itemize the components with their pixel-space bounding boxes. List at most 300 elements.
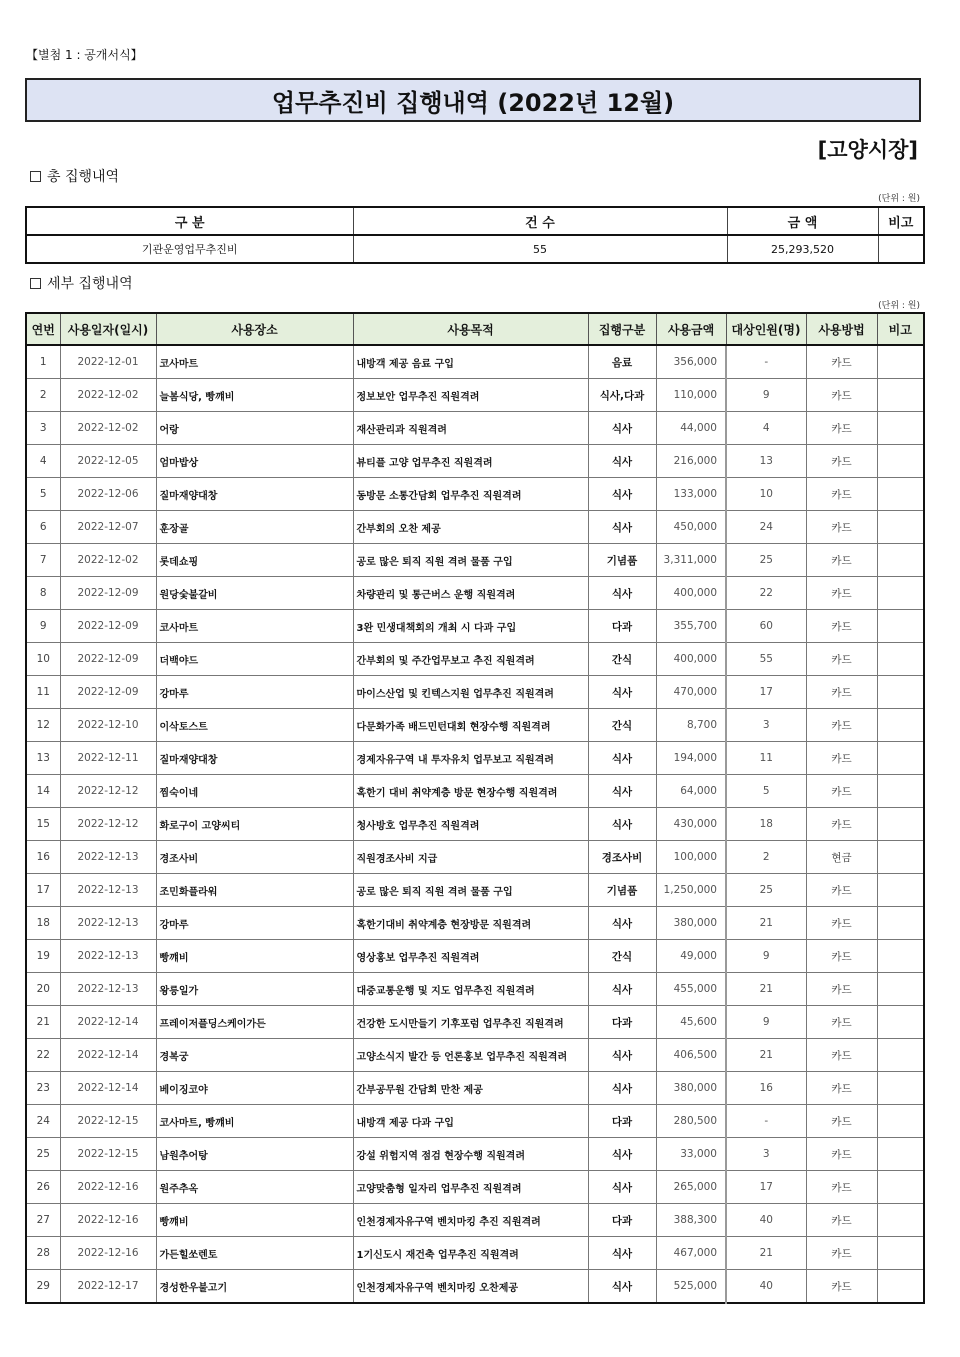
row-note [877,1237,924,1270]
row-place: 롯데쇼핑 [156,544,353,577]
row-date: 2022-12-14 [60,1072,156,1105]
row-date: 2022-12-13 [60,940,156,973]
title-banner [25,78,921,122]
row-purpose: 내방객 제공 음료 구입 [353,345,588,379]
row-amount: 450,000 [656,511,726,544]
row-note [877,577,924,610]
row-type: 식사 [588,1039,656,1072]
table-row [26,709,924,742]
summary-row [26,235,924,263]
row-method: 카드 [806,940,877,973]
detail-unit-label: (단위 : 원) [878,301,920,311]
row-note [877,709,924,742]
row-place: 화로구이 고양씨티 [156,808,353,841]
header-no: 연번 [26,313,60,345]
row-date: 2022-12-14 [60,1039,156,1072]
row-purpose: 고양소식지 발간 등 언론홍보 업무추진 직원격려 [353,1039,588,1072]
row-number: 9 [26,610,60,643]
table-row [26,379,924,412]
row-purpose: 1기신도시 재건축 업무추진 직원격려 [353,1237,588,1270]
header-type: 집행구분 [588,313,656,345]
row-date: 2022-12-14 [60,1006,156,1039]
row-purpose: 강설 위험지역 점검 현장수행 직원격려 [353,1138,588,1171]
row-amount: 110,000 [656,379,726,412]
row-amount: 133,000 [656,478,726,511]
row-people: 21 [726,1039,806,1072]
row-method: 카드 [806,973,877,1006]
row-place: 코사마트 [156,345,353,379]
row-date: 2022-12-02 [60,412,156,445]
row-purpose: 건강한 도시만들기 기후포럼 업무추진 직원격려 [353,1006,588,1039]
row-date: 2022-12-13 [60,841,156,874]
row-place: 가든힐쏘렌토 [156,1237,353,1270]
row-amount: 380,000 [656,907,726,940]
row-place: 더백야드 [156,643,353,676]
table-row [26,808,924,841]
row-place: 빵꺠비 [156,1204,353,1237]
row-method: 카드 [806,1105,877,1138]
row-number: 20 [26,973,60,1006]
row-people: 13 [726,445,806,478]
row-place: 경조사비 [156,841,353,874]
row-note [877,511,924,544]
row-type: 식사 [588,1138,656,1171]
row-date: 2022-12-16 [60,1171,156,1204]
row-note [877,1171,924,1204]
row-people: 3 [726,1138,806,1171]
row-note [877,610,924,643]
table-row [26,1006,924,1039]
table-row [26,676,924,709]
row-people: 25 [726,874,806,907]
row-people: 60 [726,610,806,643]
summary-unit-label: (단위 : 원) [878,194,920,204]
table-row [26,1237,924,1270]
row-amount: 44,000 [656,412,726,445]
row-amount: 400,000 [656,577,726,610]
row-purpose: 고양맞춤형 일자리 업무추진 직원격려 [353,1171,588,1204]
row-place: 질마재양대창 [156,478,353,511]
row-purpose: 간부회의 오찬 제공 [353,511,588,544]
row-people: 16 [726,1072,806,1105]
row-purpose: 차량관리 및 통근버스 운행 직원격려 [353,577,588,610]
row-note [877,1006,924,1039]
row-number: 15 [26,808,60,841]
row-type: 식사 [588,775,656,808]
row-method: 카드 [806,874,877,907]
row-amount: 49,000 [656,940,726,973]
row-note [877,1270,924,1304]
row-note [877,379,924,412]
row-place: 찜숙이네 [156,775,353,808]
row-date: 2022-12-17 [60,1270,156,1304]
row-date: 2022-12-15 [60,1138,156,1171]
table-row [26,1204,924,1237]
row-note [877,1105,924,1138]
row-place: 프레이저플딩스케이가든 [156,1006,353,1039]
row-purpose: 간부회의 및 주간업무보고 추진 직원격려 [353,643,588,676]
row-date: 2022-12-13 [60,874,156,907]
row-type: 다과 [588,610,656,643]
row-place: 왕릉일가 [156,973,353,1006]
table-row [26,775,924,808]
row-number: 26 [26,1171,60,1204]
row-type: 기념품 [588,544,656,577]
row-method: 카드 [806,379,877,412]
table-row [26,445,924,478]
row-type: 식사 [588,742,656,775]
row-method: 카드 [806,478,877,511]
row-amount: 100,000 [656,841,726,874]
row-method: 현금 [806,841,877,874]
row-type: 식사 [588,907,656,940]
row-amount: 265,000 [656,1171,726,1204]
row-purpose: 정보보안 업무추진 직원격려 [353,379,588,412]
row-note [877,1138,924,1171]
row-number: 3 [26,412,60,445]
row-place: 원당숯불갈비 [156,577,353,610]
row-place: 훈장골 [156,511,353,544]
row-date: 2022-12-09 [60,610,156,643]
row-people: 11 [726,742,806,775]
row-method: 카드 [806,345,877,379]
summary-note [878,235,924,263]
header-people: 대상인원(명) [726,313,806,345]
row-purpose: 공로 많은 퇴직 직원 격려 물품 구입 [353,874,588,907]
row-number: 8 [26,577,60,610]
row-people: 24 [726,511,806,544]
row-method: 카드 [806,1039,877,1072]
row-people: 21 [726,907,806,940]
row-date: 2022-12-13 [60,907,156,940]
row-number: 12 [26,709,60,742]
row-note [877,1039,924,1072]
row-number: 4 [26,445,60,478]
row-amount: 380,000 [656,1072,726,1105]
row-note [877,676,924,709]
row-people: 9 [726,1006,806,1039]
summary-heading-text: 총 집행내역 [47,169,120,185]
row-method: 카드 [806,808,877,841]
row-number: 11 [26,676,60,709]
row-date: 2022-12-12 [60,808,156,841]
row-people: 21 [726,1237,806,1270]
header-place: 사용장소 [156,313,353,345]
row-number: 25 [26,1138,60,1171]
row-place: 코사마트 [156,610,353,643]
row-number: 14 [26,775,60,808]
row-amount: 216,000 [656,445,726,478]
row-number: 10 [26,643,60,676]
row-number: 13 [26,742,60,775]
row-people: 25 [726,544,806,577]
row-type: 경조사비 [588,841,656,874]
row-date: 2022-12-15 [60,1105,156,1138]
row-people: - [726,345,806,379]
row-amount: 8,700 [656,709,726,742]
row-people: 40 [726,1270,806,1304]
row-place: 강마루 [156,676,353,709]
row-number: 22 [26,1039,60,1072]
row-method: 카드 [806,709,877,742]
row-number: 17 [26,874,60,907]
row-method: 카드 [806,1006,877,1039]
row-amount: 356,000 [656,345,726,379]
row-method: 카드 [806,907,877,940]
row-type: 식사 [588,478,656,511]
row-purpose: 재산관리과 직원격려 [353,412,588,445]
row-people: 4 [726,412,806,445]
table-row [26,1105,924,1138]
row-purpose: 다문화가족 배드민턴대회 현장수행 직원격려 [353,709,588,742]
table-row [26,940,924,973]
row-amount: 3,311,000 [656,544,726,577]
row-purpose: 동방문 소통간담회 업무추진 직원격려 [353,478,588,511]
row-people: 40 [726,1204,806,1237]
row-date: 2022-12-01 [60,345,156,379]
row-number: 1 [26,345,60,379]
row-note [877,445,924,478]
row-number: 28 [26,1237,60,1270]
row-purpose: 인천경제자유구역 벤치마킹 오찬제공 [353,1270,588,1304]
row-method: 카드 [806,775,877,808]
row-date: 2022-12-09 [60,676,156,709]
row-note [877,907,924,940]
detail-table-body [26,345,924,1303]
detail-table [25,312,925,1304]
row-type: 식사 [588,1237,656,1270]
row-people: 55 [726,643,806,676]
row-type: 식사 [588,1171,656,1204]
row-type: 식사 [588,973,656,1006]
row-place: 조민화플라워 [156,874,353,907]
row-date: 2022-12-16 [60,1204,156,1237]
row-date: 2022-12-11 [60,742,156,775]
row-method: 카드 [806,1171,877,1204]
row-type: 식사,다과 [588,379,656,412]
detail-header-row [26,313,924,345]
row-amount: 194,000 [656,742,726,775]
row-place: 경성한우불고기 [156,1270,353,1304]
row-purpose: 뷰티플 고양 업무추진 직원격려 [353,445,588,478]
summary-table [25,206,925,264]
row-purpose: 간부공무원 간담회 만찬 제공 [353,1072,588,1105]
table-row [26,874,924,907]
row-number: 23 [26,1072,60,1105]
row-type: 식사 [588,577,656,610]
summary-header-count: 건 수 [353,207,727,235]
table-row [26,841,924,874]
detail-heading [30,273,133,293]
summary-category: 기관운영업무추진비 [26,235,353,263]
table-row [26,907,924,940]
summary-header-row [26,207,924,235]
row-method: 카드 [806,1270,877,1304]
row-date: 2022-12-09 [60,643,156,676]
table-row [26,511,924,544]
row-place: 강마루 [156,907,353,940]
row-purpose: 마이스산업 및 킨텍스지원 업무추진 직원격려 [353,676,588,709]
row-type: 기념품 [588,874,656,907]
row-method: 카드 [806,511,877,544]
row-note [877,544,924,577]
row-number: 29 [26,1270,60,1304]
row-amount: 455,000 [656,973,726,1006]
row-people: 2 [726,841,806,874]
row-note [877,1072,924,1105]
row-people: 9 [726,940,806,973]
table-row [26,1270,924,1304]
row-purpose: 경제자유구역 내 투자유치 업무보고 직원격려 [353,742,588,775]
header-amount: 사용금액 [656,313,726,345]
summary-header-note: 비고 [878,207,924,235]
row-number: 5 [26,478,60,511]
summary-header-category: 구 분 [26,207,353,235]
row-people: 18 [726,808,806,841]
row-date: 2022-12-05 [60,445,156,478]
row-amount: 280,500 [656,1105,726,1138]
row-number: 24 [26,1105,60,1138]
row-place: 원주추옥 [156,1171,353,1204]
row-type: 간식 [588,940,656,973]
row-method: 카드 [806,1138,877,1171]
row-note [877,841,924,874]
row-purpose: 공로 많은 퇴직 직원 격려 물품 구입 [353,544,588,577]
row-date: 2022-12-02 [60,379,156,412]
row-note [877,775,924,808]
row-note [877,1204,924,1237]
row-type: 식사 [588,412,656,445]
header-purpose: 사용목적 [353,313,588,345]
row-type: 식사 [588,676,656,709]
page-title: 업무추진비 집행내역 (2022년 12월) [271,88,675,117]
row-purpose: 내방객 제공 다과 구입 [353,1105,588,1138]
row-amount: 33,000 [656,1138,726,1171]
table-row [26,1171,924,1204]
table-row [26,577,924,610]
row-note [877,940,924,973]
row-type: 식사 [588,1072,656,1105]
row-amount: 400,000 [656,643,726,676]
row-number: 2 [26,379,60,412]
table-row [26,478,924,511]
organization-label: [고양시장] [817,138,918,162]
row-type: 간식 [588,709,656,742]
row-type: 식사 [588,445,656,478]
row-number: 6 [26,511,60,544]
table-row [26,1039,924,1072]
row-purpose: 직원경조사비 지급 [353,841,588,874]
row-date: 2022-12-02 [60,544,156,577]
row-place: 엄마밥상 [156,445,353,478]
row-date: 2022-12-16 [60,1237,156,1270]
row-purpose: 영상홍보 업무추진 직원격려 [353,940,588,973]
row-people: 17 [726,676,806,709]
row-method: 카드 [806,643,877,676]
summary-amount: 25,293,520 [727,235,878,263]
row-place: 이삭토스트 [156,709,353,742]
row-people: 17 [726,1171,806,1204]
summary-heading [30,166,119,186]
row-people: 22 [726,577,806,610]
detail-heading-text: 세부 집행내역 [47,276,133,292]
row-place: 늘봄식당, 빵꺠비 [156,379,353,412]
row-date: 2022-12-10 [60,709,156,742]
row-note [877,412,924,445]
row-note [877,643,924,676]
row-method: 카드 [806,676,877,709]
row-people: - [726,1105,806,1138]
row-method: 카드 [806,445,877,478]
row-amount: 430,000 [656,808,726,841]
table-row [26,1072,924,1105]
header-date: 사용일자(일시) [60,313,156,345]
row-type: 간식 [588,643,656,676]
row-purpose: 청사방호 업무추진 직원격려 [353,808,588,841]
row-date: 2022-12-06 [60,478,156,511]
row-date: 2022-12-09 [60,577,156,610]
row-date: 2022-12-12 [60,775,156,808]
row-method: 카드 [806,742,877,775]
row-purpose: 혹한기대비 취약계층 현장방문 직원격려 [353,907,588,940]
row-amount: 355,700 [656,610,726,643]
table-row [26,643,924,676]
row-amount: 64,000 [656,775,726,808]
row-type: 다과 [588,1006,656,1039]
row-number: 18 [26,907,60,940]
row-note [877,973,924,1006]
row-method: 카드 [806,610,877,643]
row-amount: 406,500 [656,1039,726,1072]
row-people: 10 [726,478,806,511]
row-type: 다과 [588,1204,656,1237]
table-row [26,742,924,775]
row-date: 2022-12-13 [60,973,156,1006]
row-amount: 45,600 [656,1006,726,1039]
row-date: 2022-12-07 [60,511,156,544]
summary-count: 55 [353,235,727,263]
attachment-label: 【별첨 1 : 공개서식】 [26,48,143,62]
row-place: 코사마트, 빵꺠비 [156,1105,353,1138]
row-amount: 1,250,000 [656,874,726,907]
row-method: 카드 [806,544,877,577]
row-place: 어랑 [156,412,353,445]
row-people: 21 [726,973,806,1006]
row-amount: 388,300 [656,1204,726,1237]
row-number: 27 [26,1204,60,1237]
row-type: 식사 [588,511,656,544]
row-amount: 470,000 [656,676,726,709]
row-note [877,808,924,841]
checkbox-square-icon [30,278,41,289]
row-purpose: 3완 민생대책회의 개최 시 다과 구입 [353,610,588,643]
table-row [26,610,924,643]
row-place: 질마재양대창 [156,742,353,775]
row-method: 카드 [806,1204,877,1237]
row-purpose: 인천경제자유구역 벤치마킹 추진 직원격려 [353,1204,588,1237]
row-method: 카드 [806,1072,877,1105]
row-number: 16 [26,841,60,874]
row-amount: 525,000 [656,1270,726,1304]
table-row [26,345,924,379]
row-number: 7 [26,544,60,577]
row-place: 베이징코야 [156,1072,353,1105]
row-method: 카드 [806,577,877,610]
row-place: 남원추어탕 [156,1138,353,1171]
row-number: 19 [26,940,60,973]
row-method: 카드 [806,412,877,445]
row-amount: 467,000 [656,1237,726,1270]
